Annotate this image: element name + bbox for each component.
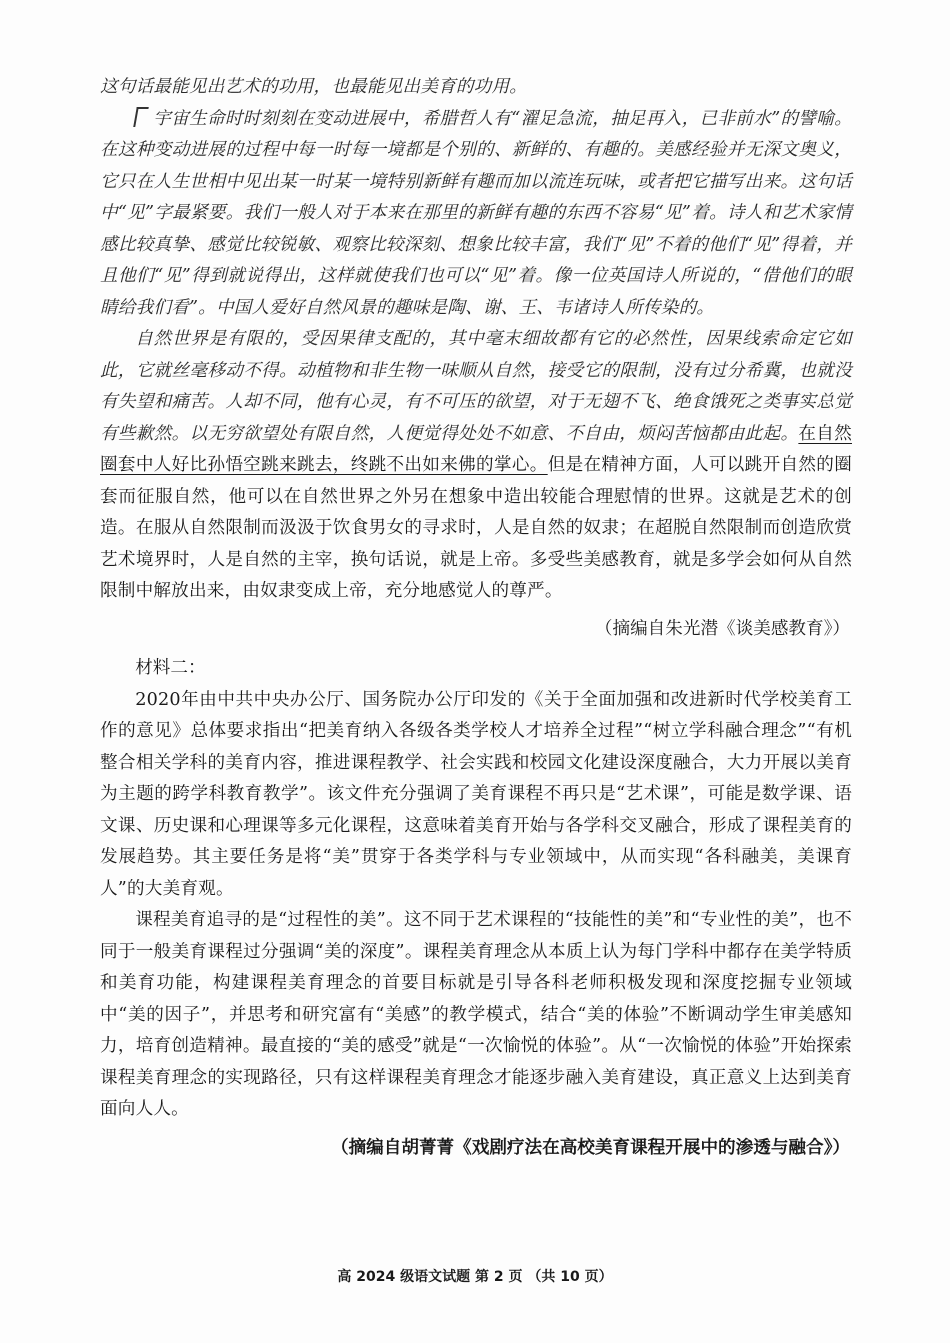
material-two-paragraph-course: 课程美育追寻的是“过程性的美”。这不同于艺术课程的“技能性的美”和“专业性的美”，也不同于一般美育课程过分强调“美的深度”。课程美育理念从本质上认为每门学科中都存在美学特质和美育功能，构建课程美育理念的首要目标就是引导各科老师积极发现和深度挖掘专业领域中“美的因子”，并思考和研究富有“美感”的教学模式，结合“美的体验”不断调动学生审美感知力，培育创造精神。最直接的“美的感受”就是“一次愉悦的体验”。从“一次愉悦的体验”开始探索课程美育理念的实现路径，只有这样课程美育理念才能逐步融入美育建设，真正意义上达到美育面向人人。 — [100, 910, 852, 1119]
handwritten-bracket-mark — [133, 107, 149, 127]
page-content — [100, 72, 852, 1167]
material-two-citation: （摘编自胡菁菁《戏剧疗法在高校美育课程开展中的渗透与融合》） — [330, 1136, 850, 1158]
paragraph-universe-text: 宇宙生命时时刻刻在变动进展中，希腊哲人有“濯足急流，抽足再入，已非前水”的譬喻。在这种变动进展的过程中每一时每一境都是个别的、新鲜的、有趣的。美感经验并无深文奥义，它只在人生世相中见出某一时某一境特别新鲜有趣而加以流连玩味，或者把它描写出来。这句话中“见”字最紧要。我们一般人对于本来在那里的新鲜有趣的东西不容易“见”着。诗人和艺术家情感比较真挚、感觉比较锐敏、观察比较深刻、想象比较丰富，我们“见”不着的他们“见”得着，并且他们“见”得到就说得出，这样就使我们也可以“见”着。像一位英国诗人所说的，“借他们的眼睛给我们看”。中国人爱好自然风景的趣味是陶、谢、王、韦诸诗人所传染的。 — [100, 108, 852, 318]
material-two-heading: 材料二： — [135, 658, 206, 678]
paragraph-nature-text-a: 自然世界是有限的，受因果律支配的，其中毫末细故都有它的必然性，因果线索命定它如此，它就丝毫移动不得。动植物和非生物一味顺从自然，接受它的限制，没有过分希冀，也就没有失望和痛苦。人却不同，他有心灵，有不可压的欲望，对于无翅不飞、绝食饿死之类事实总觉有些歉然。以无穷欲望处有限自然，人便觉得处处不如意、不自由，烦闷苦恼都由此起。 — [100, 329, 852, 444]
material-two-paragraph-policy: 2020年由中共中央办公厅、国务院办公厅印发的《关于全面加强和改进新时代学校美育工作的意见》总体要求指出“把美育纳入各级各类学校人才培养全过程”“树立学科融合理念”“有机整合相关学科的美育内容，推进课程教学、社会实践和校园文化建设深度融合，大力开展以美育为主题的跨学科教育教学”。该文件充分强调了美育课程不再只是“艺术课”，可能是数学课、语文课、历史课和心理课等多元化课程，这意味着美育开始与各学科交叉融合，形成了课程美育的发展趋势。其主要任务是将“美”贯穿于各类学科与专业领域中，从而实现“各科融美，美课育人”的大美育观。 — [100, 689, 852, 899]
underlined-sentence: 在自然圈套中人好比孙悟空跳来跳去，终跳不出如来佛的掌心。 — [100, 423, 852, 475]
paragraph-nature-text-b: 但是在精神方面，人可以跳开自然的圈套而征服自然，他可以在自然世界之外另在想象中造出较能合理慰情的世界。这就是艺术的创造。在服从自然限制而汲汲于饮食男女的寻求时，人是自然的奴隶；在超脱自然限制而创造欣赏艺术境界时，人是自然的主宰，换句话说，就是上帝。多受些美感教育，就是多学会如何从自然限制中解放出来，由奴隶变成上帝，充分地感觉人的尊严。 — [100, 455, 852, 601]
material-one-citation: （摘编自朱光潜《谈美感教育》） — [594, 618, 850, 639]
material-one-paragraph-universe — [100, 104, 852, 325]
page-footer: 高 2024 级语文试题 第 2 页 （共 10 页） — [337, 1269, 613, 1285]
material-one-paragraph-nature — [100, 324, 852, 608]
material-one-opening-line: 这句话最能见出艺术的功用，也最能见出美育的功用。 — [100, 77, 528, 97]
